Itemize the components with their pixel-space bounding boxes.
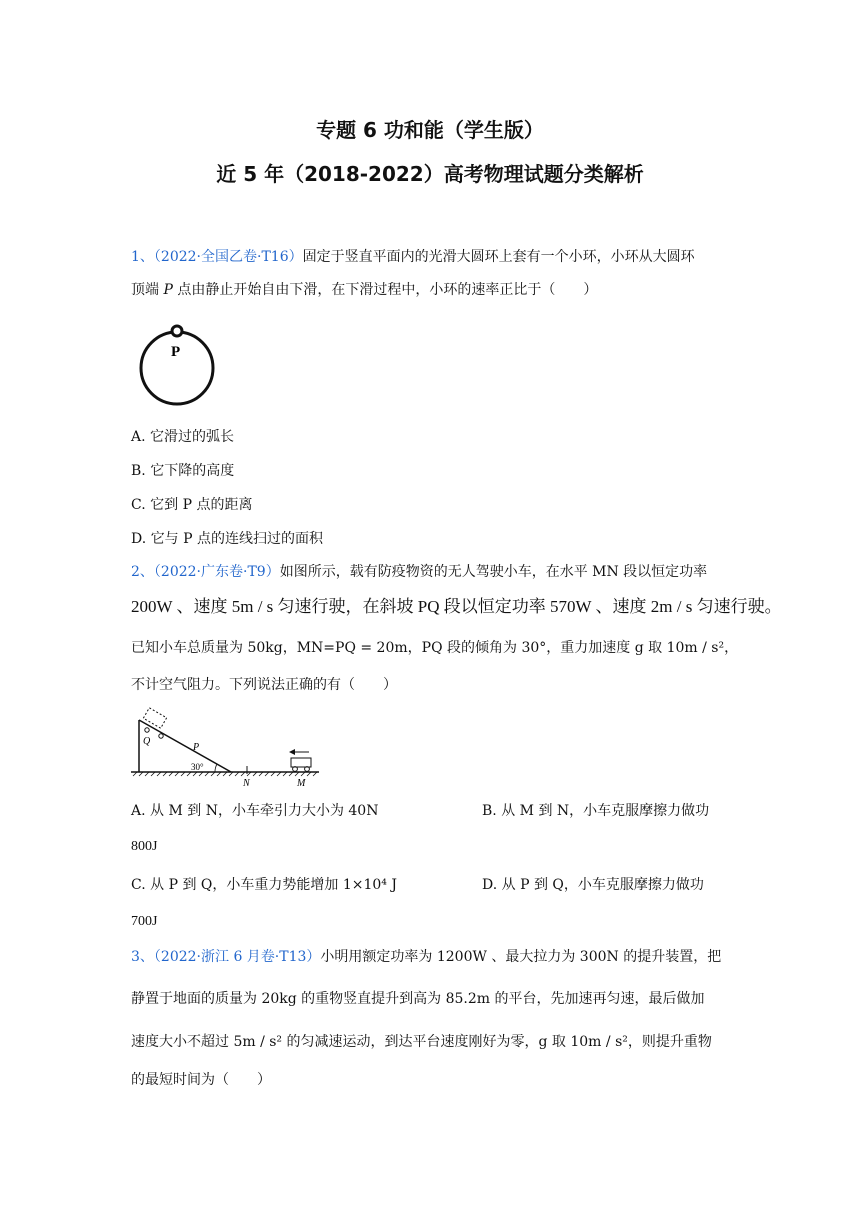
point-p-label: P <box>171 344 181 360</box>
label-m: M <box>297 778 306 789</box>
q1-option-d <box>131 528 323 550</box>
q2-stem-line1: 如图所示，载有防疫物资的无人驾驶小车，在水平 MN 段以恒定功率 <box>279 564 708 580</box>
q3-stem-line1: 小明用额定功率为 1200W 、最大拉力为 300N 的提升装置，把 <box>320 949 722 965</box>
q2-line-4: 不计空气阻力。下列说法正确的有（ ） <box>131 677 397 693</box>
option-key: A. <box>131 429 146 445</box>
q2-line-1 <box>131 561 707 583</box>
q3-number: 3、 <box>131 949 154 965</box>
option-key: B. <box>131 463 146 479</box>
option-key: A. <box>131 803 146 819</box>
q2-line-3: 已知小车总质量为 50kg，MN=PQ = 20m，PQ 段的倾角为 30°，重力加速度 g 取 10m / s²， <box>131 640 739 656</box>
option-text: 它与 P 点的连线扫过的面积 <box>150 531 323 547</box>
option-text: 它滑过的弧长 <box>150 429 235 445</box>
option-text: 从 M 到 N，小车克服摩擦力做功 <box>501 803 710 819</box>
q1-stem-line1: 固定于竖直平面内的光滑大圆环上套有一个小环，小环从大圆环 <box>302 249 695 265</box>
label-n: N <box>243 778 250 789</box>
q3-line-4: 的最短时间为（ ） <box>131 1072 271 1088</box>
q3-line-2: 静置于地面的质量为 20kg 的重物竖直提升到高为 85.2m 的平台，先加速再匀速，最后做加 <box>131 991 705 1007</box>
page-title: 专题 6 功和能（学生版） <box>316 118 544 142</box>
option-text: 从 P 到 Q，小车重力势能增加 1×10⁴ J <box>150 877 397 893</box>
q2-option-d <box>482 874 704 896</box>
q1-stem-line2-b: 点由静止开始自由下滑，在下滑过程中，小环的速率正比于（ ） <box>172 282 598 298</box>
label-p: P <box>193 742 200 753</box>
ring-circle <box>141 332 213 404</box>
q2-slope-figure <box>131 706 321 790</box>
q2-number: 2、 <box>131 564 154 580</box>
q1-number: 1、 <box>131 249 154 265</box>
q1-option-a <box>131 426 234 448</box>
q2-option-a <box>131 800 378 822</box>
q1-option-c <box>131 494 252 516</box>
q1-line-2 <box>131 279 597 301</box>
option-key: C. <box>131 877 146 893</box>
option-text: 它到 P 点的距离 <box>150 497 253 513</box>
label-angle: 30° <box>191 762 204 772</box>
q2-option-b-cont: 800J <box>131 839 158 854</box>
option-text: 从 P 到 Q，小车克服摩擦力做功 <box>501 877 704 893</box>
page-subtitle: 近 5 年（2018-2022）高考物理试题分类解析 <box>216 162 644 186</box>
option-key: B. <box>482 803 497 819</box>
q3-source: （2022·浙江 6 月卷·T13） <box>153 949 321 965</box>
option-text: 从 M 到 N，小车牵引力大小为 40N <box>150 803 379 819</box>
q2-option-b <box>482 800 709 822</box>
q1-stem-line2-a: 顶端 <box>131 282 164 298</box>
label-q: Q <box>143 736 151 747</box>
q2-line-2: 200W 、速度 5m / s 匀速行驶，在斜坡 PQ 段以恒定功率 570W 、速度 2m / s 匀速行驶。 <box>131 597 782 616</box>
q1-var-p: P <box>163 282 173 298</box>
q1-source: （2022·全国乙卷·T16） <box>153 249 303 265</box>
q3-line-1 <box>131 946 721 968</box>
small-ring <box>172 326 182 336</box>
option-key: D. <box>131 531 147 547</box>
option-key: C. <box>131 497 146 513</box>
q2-source: （2022·广东卷·T9） <box>153 564 280 580</box>
q2-option-d-cont: 700J <box>131 914 158 929</box>
q1-line-1 <box>131 246 695 268</box>
option-text: 它下降的高度 <box>150 463 235 479</box>
q1-option-b <box>131 460 234 482</box>
q2-option-c <box>131 874 397 896</box>
option-key: D. <box>482 877 498 893</box>
q3-line-3: 速度大小不超过 5m / s² 的匀减速运动，到达平台速度刚好为零，g 取 10m / s²，则提升重物 <box>131 1034 712 1050</box>
q1-ring-figure <box>131 318 223 410</box>
